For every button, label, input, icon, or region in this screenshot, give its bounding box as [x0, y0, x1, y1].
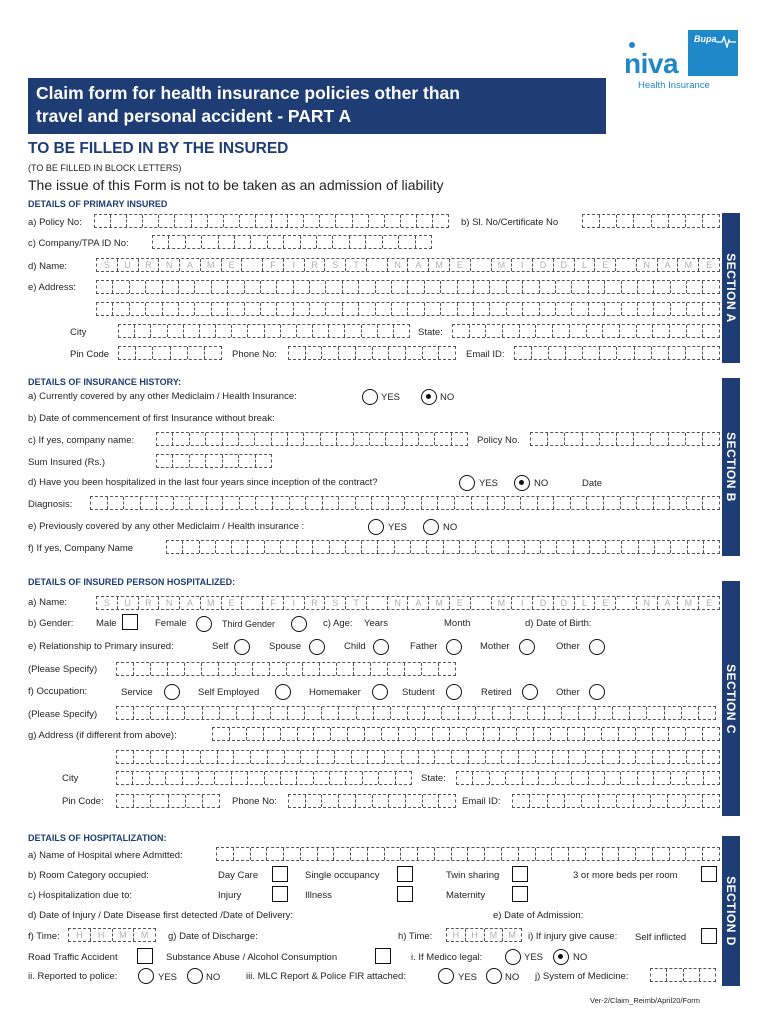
- time-char-box[interactable]: H: [91, 929, 113, 941]
- hospitalized-question: d) Have you been hospitalized in the last four years since inception of the contract?: [28, 477, 378, 488]
- diagnosis-field[interactable]: [90, 496, 720, 510]
- name-char-box[interactable]: U: [118, 259, 139, 271]
- pin-field[interactable]: [118, 346, 222, 360]
- name-char-box[interactable]: R: [139, 259, 160, 271]
- name-char-box[interactable]: E: [595, 597, 616, 609]
- third-gender-label: Third Gender: [222, 619, 276, 629]
- reported-police-no-radio[interactable]: [187, 968, 203, 984]
- time-h-label: h) Time:: [398, 931, 433, 942]
- other-insurance-no-radio[interactable]: [421, 389, 437, 405]
- other-occupation-label: Other: [556, 687, 580, 698]
- no-label: NO: [206, 972, 221, 983]
- time-char-box[interactable]: H: [466, 929, 485, 941]
- maternity-checkbox[interactable]: [512, 886, 528, 902]
- road-accident-checkbox[interactable]: [137, 948, 153, 964]
- name-char-box[interactable]: F: [263, 259, 284, 271]
- name-char-box[interactable]: [242, 597, 263, 609]
- section-c-title: DETAILS OF INSURED PERSON HOSPITALIZED:: [28, 577, 236, 587]
- form-title-line2: travel and personal accident - PART A: [36, 106, 352, 126]
- disclaimer: The issue of this Form is not to be taken as an admission of liability: [28, 177, 444, 193]
- sum-insured-label: Sum Insured (Rs.): [28, 457, 106, 468]
- illness-checkbox[interactable]: [397, 886, 413, 902]
- name-char-box[interactable]: D: [554, 259, 575, 271]
- phone-c-field[interactable]: [288, 794, 456, 808]
- name-label: d) Name:: [28, 261, 68, 272]
- mlc-report-yes-radio[interactable]: [438, 968, 454, 984]
- hospitalized-no-radio[interactable]: [514, 475, 530, 491]
- name-char-box[interactable]: I: [284, 597, 305, 609]
- name-char-box[interactable]: E: [450, 597, 471, 609]
- sum-insured-field[interactable]: [156, 454, 272, 468]
- occupation-specify-field[interactable]: [116, 706, 716, 720]
- please-specify-label: (Please Specify): [28, 664, 98, 675]
- medico-legal-label: i. If Medico legal:: [411, 952, 483, 963]
- service-radio[interactable]: [164, 684, 180, 700]
- name-char-box[interactable]: N: [637, 597, 658, 609]
- pin-label: Pin Code: [70, 349, 110, 360]
- road-accident-label: Road Traffic Accident: [28, 952, 118, 963]
- years-label: Years: [364, 618, 388, 629]
- relationship-label: e) Relationship to Primary insured:: [28, 641, 174, 652]
- male-label: Male: [96, 618, 117, 629]
- phone-field[interactable]: [288, 346, 456, 360]
- homemaker-radio[interactable]: [372, 684, 388, 700]
- name-char-box[interactable]: N: [159, 597, 180, 609]
- name-char-box[interactable]: D: [533, 259, 554, 271]
- single-occupancy-label: Single occupancy: [305, 870, 380, 881]
- section-b-tab: SECTION B: [722, 378, 740, 556]
- name-char-box[interactable]: [616, 259, 637, 271]
- company-name-field[interactable]: [156, 432, 468, 446]
- retired-label: Retired: [481, 687, 512, 698]
- yes-label: YES: [381, 392, 401, 403]
- other-relation-radio[interactable]: [589, 639, 605, 655]
- name-char-box[interactable]: L: [575, 597, 596, 609]
- sl-no-field[interactable]: [582, 214, 720, 228]
- female-label: Female: [155, 618, 187, 629]
- pin-c-label: Pin Code:: [62, 796, 104, 807]
- third-gender-radio[interactable]: [291, 616, 307, 632]
- previous-company-label: f) If yes, Company Name: [28, 543, 134, 554]
- name-char-box[interactable]: [242, 259, 263, 271]
- address-label: e) Address:: [28, 282, 77, 293]
- injury-cause-label: i) If injury give cause:: [528, 931, 618, 942]
- email-c-field[interactable]: [512, 794, 720, 808]
- company-tpa-label: c) Company/TPA ID No:: [28, 238, 129, 249]
- city-c-field[interactable]: [116, 771, 412, 785]
- gender-label: b) Gender:: [28, 618, 74, 629]
- hospital-name-field[interactable]: [216, 847, 720, 861]
- day-care-label: Day Care: [218, 870, 259, 881]
- no-label: NO: [573, 952, 588, 963]
- injury-label: Injury: [218, 890, 242, 901]
- name-char-box[interactable]: S: [97, 597, 118, 609]
- yes-label: YES: [158, 972, 178, 983]
- name-char-box[interactable]: E: [222, 259, 243, 271]
- section-a-title: DETAILS OF PRIMARY INSURED: [28, 199, 168, 209]
- city-c-label: City: [62, 773, 79, 784]
- phone-c-label: Phone No:: [232, 796, 277, 807]
- policy-no-b-field[interactable]: [530, 432, 720, 446]
- address-line-2[interactable]: [96, 302, 720, 316]
- name-char-box[interactable]: [471, 259, 492, 271]
- section-c-tab: SECTION C: [722, 581, 740, 816]
- yes-label: YES: [458, 972, 478, 983]
- section-a-tab: SECTION A: [722, 213, 740, 363]
- self-inflicted-checkbox[interactable]: [701, 928, 717, 944]
- student-label: Student: [402, 687, 435, 698]
- service-label: Service: [121, 687, 153, 698]
- female-radio[interactable]: [196, 616, 212, 632]
- name-char-box[interactable]: F: [263, 597, 284, 609]
- previous-company-field[interactable]: [166, 540, 720, 554]
- reported-police-yes-radio[interactable]: [138, 968, 154, 984]
- discharge-time-field[interactable]: [446, 928, 522, 942]
- name-char-box[interactable]: M: [678, 597, 699, 609]
- name-char-box[interactable]: E: [595, 259, 616, 271]
- name-char-box[interactable]: A: [180, 259, 201, 271]
- father-label: Father: [410, 641, 438, 652]
- name-char-box[interactable]: [471, 597, 492, 609]
- mother-radio[interactable]: [519, 639, 535, 655]
- name-char-box[interactable]: M: [201, 259, 222, 271]
- medico-legal-yes-radio[interactable]: [505, 949, 521, 965]
- state-c-field[interactable]: [456, 771, 720, 785]
- other-insurance-yes-radio[interactable]: [362, 389, 378, 405]
- mother-label: Mother: [480, 641, 510, 652]
- date-injury-label: d) Date of Injury / Date Disease first detected /Date of Delivery:: [28, 910, 294, 921]
- company-logo: [620, 28, 740, 92]
- room-category-label: b) Room Category occupied:: [28, 870, 149, 881]
- three-or-more-checkbox[interactable]: [701, 866, 717, 882]
- no-label: NO: [440, 392, 455, 403]
- pin-c-field[interactable]: [116, 794, 220, 808]
- no-label: NO: [534, 478, 549, 489]
- student-radio[interactable]: [446, 684, 462, 700]
- pulse-icon: [716, 36, 736, 48]
- name-char-box[interactable]: [367, 597, 388, 609]
- name-char-box[interactable]: L: [575, 259, 596, 271]
- name-char-box[interactable]: N: [388, 597, 409, 609]
- state-field[interactable]: [452, 324, 720, 338]
- other-relation-label: Other: [556, 641, 580, 652]
- other-insurance-question: a) Currently covered by any other Mediclaim / Health Insurance:: [28, 391, 297, 402]
- hospital-name-label: a) Name of Hospital where Admitted:: [28, 850, 183, 861]
- injury-checkbox[interactable]: [272, 886, 288, 902]
- name-char-box[interactable]: E: [706, 260, 713, 270]
- retired-radio[interactable]: [522, 684, 538, 700]
- self-label: Self: [212, 641, 229, 652]
- city-field[interactable]: [118, 324, 410, 338]
- name-char-box[interactable]: I: [284, 259, 305, 271]
- illness-label: Illness: [305, 890, 332, 901]
- name-char-box[interactable]: A: [180, 597, 201, 609]
- name-char-box[interactable]: N: [159, 259, 180, 271]
- substance-abuse-label: Substance Abuse / Alcohol Consumption: [166, 952, 338, 963]
- mlc-report-no-radio[interactable]: [486, 968, 502, 984]
- commencement-date-label: b) Date of commencement of first Insurance without break:: [28, 413, 275, 424]
- section-d-title: DETAILS OF HOSPITALIZATION:: [28, 833, 167, 843]
- name-char-box[interactable]: R: [139, 597, 160, 609]
- self-radio[interactable]: [234, 639, 250, 655]
- name-char-box[interactable]: A: [658, 597, 679, 609]
- hospitalized-date-label: Date: [582, 478, 603, 489]
- policy-no-b-label: Policy No.: [477, 435, 520, 446]
- name-char-box[interactable]: A: [408, 259, 429, 271]
- self-inflicted-label: Self inflicted: [635, 932, 687, 943]
- name-char-box[interactable]: N: [388, 259, 409, 271]
- yes-label: YES: [479, 478, 499, 489]
- time-char-box[interactable]: M: [113, 929, 135, 941]
- name-char-box[interactable]: I: [512, 597, 533, 609]
- address-c-line-2[interactable]: [116, 750, 720, 764]
- form-title-line1: Claim form for health insurance policies other than: [36, 83, 460, 103]
- substance-abuse-checkbox[interactable]: [375, 948, 391, 964]
- name-char-box[interactable]: A: [658, 259, 679, 271]
- twin-sharing-checkbox[interactable]: [512, 866, 528, 882]
- company-name-label: c) If yes, company name:: [28, 435, 135, 446]
- three-or-more-label: 3 or more beds per room: [573, 870, 678, 881]
- name-char-box[interactable]: M: [492, 259, 513, 271]
- policy-no-label: a) Policy No:: [28, 217, 82, 228]
- no-label: NO: [505, 972, 520, 983]
- age-label: c) Age:: [323, 618, 353, 629]
- patient-name-label: a) Name:: [28, 597, 68, 608]
- maternity-label: Maternity: [446, 890, 486, 901]
- address-c-line-1[interactable]: [212, 727, 720, 741]
- twin-sharing-label: Twin sharing: [446, 870, 500, 881]
- name-char-box[interactable]: E: [222, 597, 243, 609]
- time-char-box[interactable]: M: [485, 929, 504, 941]
- spouse-radio[interactable]: [309, 639, 325, 655]
- email-c-label: Email ID:: [462, 796, 501, 807]
- policy-no-field[interactable]: [94, 214, 449, 228]
- please-specify-label: (Please Specify): [28, 709, 98, 720]
- dob-label: d) Date of Birth:: [525, 618, 592, 629]
- name-char-box[interactable]: T: [346, 597, 367, 609]
- self-employed-label: Self Employed: [198, 687, 260, 698]
- logo-subtitle: Health Insurance: [638, 80, 710, 91]
- section-d-tab: SECTION D: [722, 836, 740, 986]
- logo-wordmark: niva: [624, 48, 679, 79]
- name-char-box[interactable]: N: [637, 259, 658, 271]
- time-char-box[interactable]: M: [140, 930, 149, 940]
- company-tpa-field[interactable]: [152, 235, 432, 249]
- name-char-box[interactable]: D: [554, 597, 575, 609]
- name-char-box[interactable]: S: [97, 259, 118, 271]
- name-char-box[interactable]: M: [429, 259, 450, 271]
- homemaker-label: Homemaker: [309, 687, 361, 698]
- other-occupation-radio[interactable]: [589, 684, 605, 700]
- child-radio[interactable]: [373, 639, 389, 655]
- email-field[interactable]: [514, 346, 720, 360]
- name-char-box[interactable]: S: [325, 259, 346, 271]
- state-label: State:: [418, 327, 443, 338]
- email-label: Email ID:: [466, 349, 505, 360]
- name-char-box[interactable]: E: [450, 259, 471, 271]
- single-occupancy-checkbox[interactable]: [397, 866, 413, 882]
- father-radio[interactable]: [446, 639, 462, 655]
- city-label: City: [70, 327, 87, 338]
- name-char-box[interactable]: R: [305, 597, 326, 609]
- reported-police-label: ii. Reported to police:: [28, 971, 118, 982]
- section-b-title: DETAILS OF INSURANCE HISTORY:: [28, 377, 182, 387]
- name-char-box[interactable]: S: [325, 597, 346, 609]
- time-char-box[interactable]: H: [447, 929, 466, 941]
- form-subheading: (TO BE FILLED IN BLOCK LETTERS): [28, 163, 182, 173]
- previous-cover-yes-radio[interactable]: [368, 519, 384, 535]
- discharge-date-label: g) Date of Discharge:: [168, 931, 258, 942]
- name-char-box[interactable]: R: [305, 259, 326, 271]
- name-char-box[interactable]: U: [118, 597, 139, 609]
- primary-name-field[interactable]: [96, 258, 720, 272]
- previous-cover-no-radio[interactable]: [423, 519, 439, 535]
- date-admission-label: e) Date of Admission:: [493, 910, 584, 921]
- form-heading: TO BE FILLED IN BY THE INSURED: [28, 140, 289, 157]
- no-label: NO: [443, 522, 458, 533]
- address-line-1[interactable]: [96, 280, 720, 294]
- name-char-box[interactable]: M: [201, 597, 222, 609]
- system-medicine-label: j) System of Medicine:: [535, 971, 629, 982]
- patient-name-field[interactable]: [96, 596, 720, 610]
- name-char-box[interactable]: I: [512, 259, 533, 271]
- admission-time-field[interactable]: [68, 928, 156, 942]
- medico-legal-no-radio[interactable]: [553, 949, 569, 965]
- name-char-box[interactable]: [616, 597, 637, 609]
- logo-badge-text: Bupa: [694, 34, 717, 44]
- time-f-label: f) Time:: [28, 931, 60, 942]
- child-label: Child: [344, 641, 366, 652]
- diagnosis-label: Diagnosis:: [28, 499, 73, 510]
- spouse-label: Spouse: [269, 641, 302, 652]
- mlc-report-label: iii. MLC Report & Police FIR attached:: [246, 971, 406, 982]
- name-char-box[interactable]: E: [706, 598, 713, 608]
- occupation-label: f) Occupation:: [28, 686, 88, 697]
- time-char-box[interactable]: M: [508, 930, 516, 940]
- hospitalization-due-label: c) Hospitalization due to:: [28, 890, 133, 901]
- previous-cover-question: e) Previously covered by any other Mediclaim / Health insurance :: [28, 521, 305, 532]
- yes-label: YES: [388, 522, 408, 533]
- name-char-box[interactable]: A: [408, 597, 429, 609]
- name-char-box[interactable]: M: [678, 259, 699, 271]
- state-c-label: State:: [421, 773, 446, 784]
- day-care-checkbox[interactable]: [272, 866, 288, 882]
- self-employed-radio[interactable]: [275, 684, 291, 700]
- time-char-box[interactable]: H: [69, 929, 91, 941]
- male-checkbox[interactable]: [122, 614, 138, 630]
- address-c-label: g) Address (if different from above):: [28, 730, 177, 741]
- name-char-box[interactable]: T: [346, 259, 367, 271]
- relation-specify-field[interactable]: [116, 662, 456, 676]
- name-char-box[interactable]: M: [492, 597, 513, 609]
- name-char-box[interactable]: [367, 259, 388, 271]
- system-medicine-field[interactable]: [650, 968, 716, 982]
- hospitalized-yes-radio[interactable]: [459, 475, 475, 491]
- month-label: Month: [444, 618, 471, 629]
- form-version: Ver-2/Claim_Reimb/April20/Form: [590, 996, 701, 1005]
- phone-label: Phone No:: [232, 349, 277, 360]
- name-char-box[interactable]: D: [533, 597, 554, 609]
- sl-no-label: b) Sl. No/Certificate No: [461, 217, 559, 228]
- name-char-box[interactable]: M: [429, 597, 450, 609]
- yes-label: YES: [524, 952, 544, 963]
